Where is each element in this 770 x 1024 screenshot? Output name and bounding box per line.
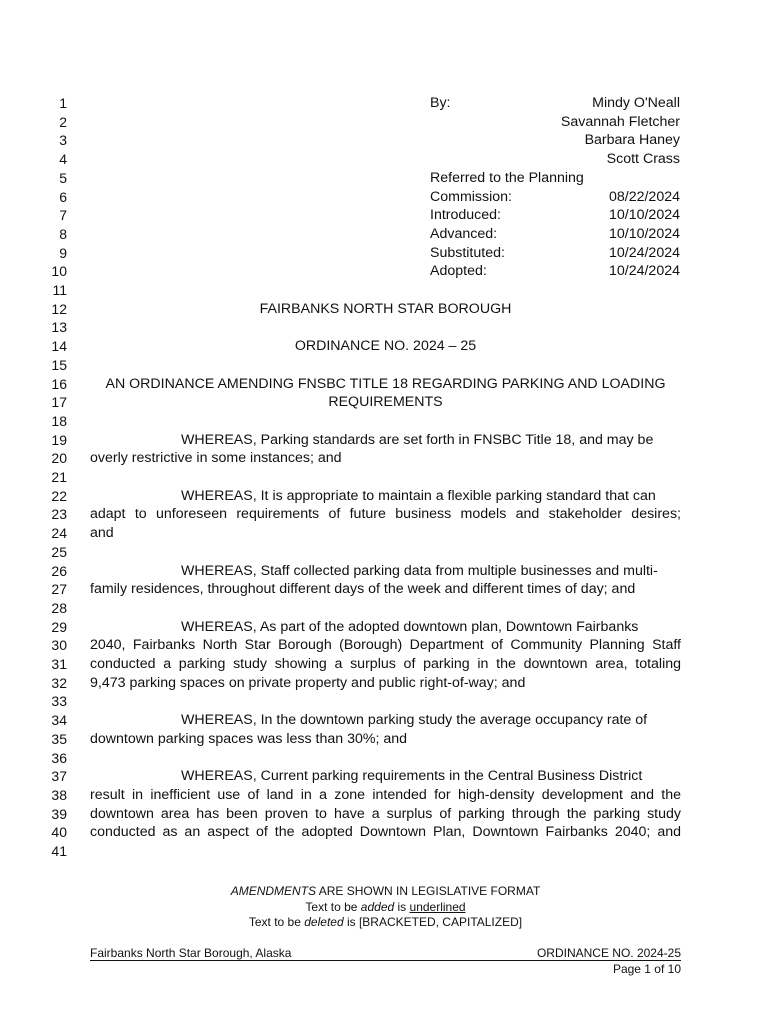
history-label: Commission: (430, 188, 512, 205)
paragraph-line: WHEREAS, As part of the adopted downtown plan, Downtown Fairbanks (181, 618, 639, 635)
paragraph-line: WHEREAS, Current parking requirements in the Central Business District (181, 768, 643, 785)
line-number: 17 (51, 394, 67, 411)
line-number: 20 (51, 450, 67, 467)
paragraph-line: conducted a parking study showing a surplus of parking in the downtown area, totaling (90, 656, 681, 672)
history-label: Advanced: (430, 225, 498, 242)
line-number: 37 (51, 768, 67, 785)
paragraph-line: WHEREAS, In the downtown parking study the average occupancy rate of (181, 712, 648, 729)
paragraph-line: WHEREAS, Parking standards are set forth in FNSBC Title 18, and may be (181, 431, 654, 448)
line-number: 31 (51, 656, 67, 672)
paragraph-line: conducted as an aspect of the adopted Downtown Plan, Downtown Fairbanks 2040; and (90, 824, 681, 841)
line-number: 1 (59, 95, 67, 111)
line-number: 8 (59, 225, 67, 242)
line-number: 2 (59, 113, 67, 130)
page-number: Page 1 of 10 (612, 962, 681, 976)
paragraph-line: WHEREAS, It is appropriate to maintain a flexible parking standard that can (181, 487, 656, 504)
sponsor-name: Mindy O'Neall (592, 95, 680, 111)
line-number: 6 (59, 188, 67, 205)
legend-line: AMENDMENTS ARE SHOWN IN LEGISLATIVE FORMAT (230, 884, 541, 898)
line-number: 12 (51, 300, 67, 317)
line-number: 30 (51, 637, 67, 654)
borough-title: FAIRBANKS NORTH STAR BOROUGH (259, 300, 512, 317)
paragraph-line: downtown area has been proven to have a surplus of parking through the parking study (90, 805, 681, 822)
line-number: 24 (51, 525, 67, 542)
line-number: 40 (51, 824, 67, 841)
legend-line: Text to be deleted is [BRACKETED, CAPITALIZED] (248, 915, 523, 929)
footer-borough: Fairbanks North Star Borough, Alaska (90, 946, 292, 960)
line-number: 41 (51, 843, 67, 859)
ordinance-number: ORDINANCE NO. 2024 – 25 (294, 338, 477, 355)
paragraph-line: and (90, 525, 114, 542)
line-number: 18 (51, 412, 67, 429)
history-date: 10/24/2024 (608, 244, 680, 261)
line-number: 39 (51, 805, 67, 822)
footer-ordinance: ORDINANCE NO. 2024-25 (536, 946, 681, 960)
line-number: 16 (51, 375, 67, 392)
line-number: 38 (51, 786, 67, 803)
line-number: 33 (51, 693, 67, 710)
line-number: 36 (51, 749, 67, 766)
line-number: 3 (59, 132, 67, 149)
footer-rule (90, 960, 681, 961)
history-date: 10/24/2024 (608, 263, 680, 280)
paragraph-line: family residences, throughout different days of the week and different times of day; and (90, 581, 636, 598)
paragraph-line: WHEREAS, Staff collected parking data from multiple businesses and multi- (181, 562, 658, 579)
paragraph-line: 9,473 parking spaces on private property and public right-of-way; and (90, 674, 526, 691)
paragraph-line: adapt to unforeseen requirements of future business models and stakeholder desires; (90, 506, 681, 523)
legend-line: Text to be added is underlined (305, 899, 466, 914)
history-date: 10/10/2024 (608, 225, 680, 242)
ordinance-caption-line: REQUIREMENTS (328, 394, 443, 411)
line-number: 10 (51, 263, 67, 280)
history-date: 08/22/2024 (608, 188, 680, 205)
history-date: 10/10/2024 (608, 207, 680, 224)
line-number: 4 (59, 151, 67, 168)
line-number: 29 (51, 618, 67, 635)
line-number: 32 (51, 674, 67, 691)
line-number: 5 (59, 169, 67, 186)
ordinance-caption-line: AN ORDINANCE AMENDING FNSBC TITLE 18 REGARDING PARKING AND LOADING (105, 375, 666, 392)
line-number: 21 (51, 469, 67, 485)
line-number: 23 (51, 506, 67, 523)
line-number: 25 (51, 543, 67, 560)
by-label: By: (430, 95, 451, 111)
line-number: 26 (51, 562, 67, 579)
paragraph-line: result in inefficient use of land in a zone intended for high-density development and the (90, 786, 681, 803)
line-number: 28 (51, 599, 67, 616)
paragraph-line: downtown parking spaces was less than 30%; and (90, 730, 408, 747)
line-number: 19 (51, 431, 67, 448)
line-number: 13 (51, 319, 67, 336)
line-number: 15 (51, 356, 67, 373)
line-number: 22 (51, 487, 67, 504)
paragraph-line: overly restrictive in some instances; and (90, 450, 342, 467)
line-number: 14 (51, 338, 67, 355)
history-label: Substituted: (430, 244, 505, 261)
history-label: Introduced: (430, 207, 501, 224)
referred-label: Referred to the Planning (430, 169, 584, 186)
line-number: 9 (59, 244, 67, 261)
line-number: 7 (59, 207, 67, 224)
history-label: Adopted: (430, 263, 487, 280)
paragraph-line: 2040, Fairbanks North Star Borough (Borough) Department of Community Planning Staff (90, 637, 681, 654)
line-number: 27 (51, 581, 67, 598)
line-number: 11 (52, 282, 67, 298)
sponsor-name: Savannah Fletcher (560, 113, 680, 130)
line-number: 34 (51, 712, 67, 729)
line-number: 35 (51, 730, 67, 747)
sponsor-name: Scott Crass (606, 151, 680, 168)
sponsor-name: Barbara Haney (584, 132, 680, 149)
